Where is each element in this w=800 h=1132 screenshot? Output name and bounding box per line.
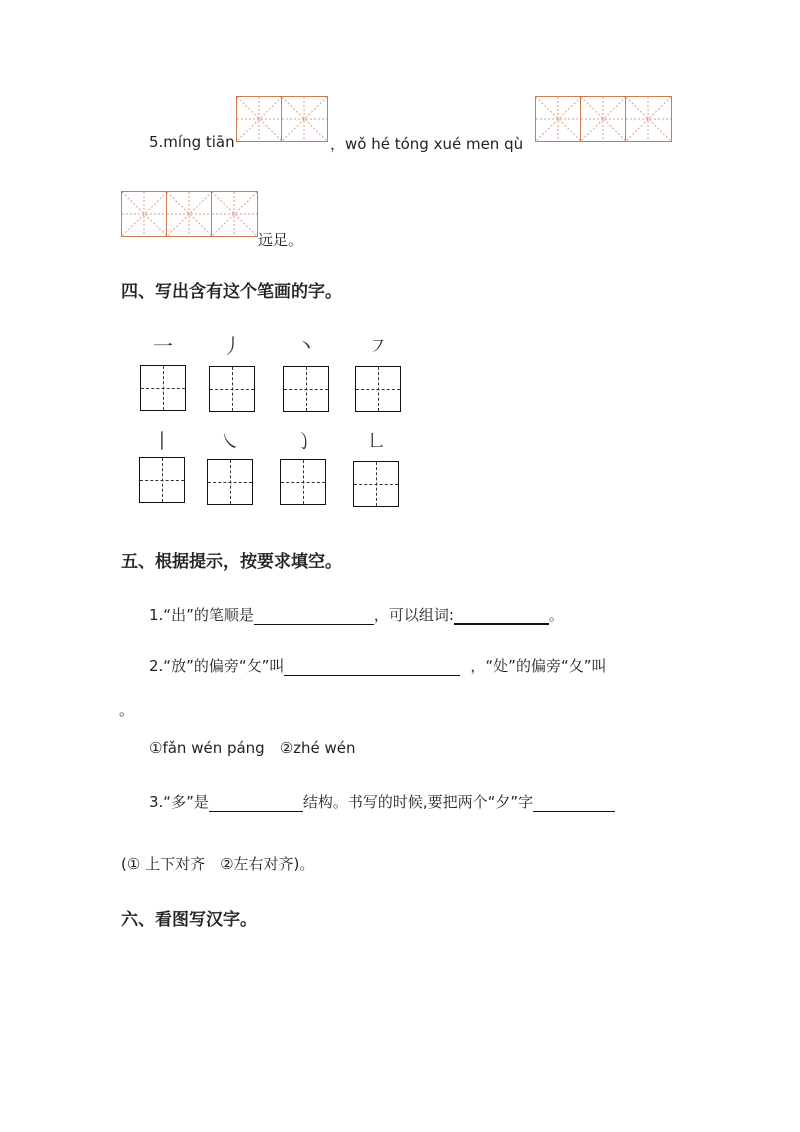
alignment-blank[interactable] xyxy=(533,797,615,812)
writing-box[interactable] xyxy=(353,461,399,507)
stroke-wangou: ㇁ xyxy=(293,429,313,453)
stroke-shuzhe: ㇗ xyxy=(366,429,386,453)
section6-heading: 六、看图写汉字。 xyxy=(121,910,257,930)
structure-blank[interactable] xyxy=(209,797,303,812)
item1-text-a: 1.“出”的笔顺是 xyxy=(149,606,254,624)
grid-cell xyxy=(167,192,212,236)
stroke-dian: 丶 xyxy=(296,334,316,358)
stroke-heng: 一 xyxy=(153,334,173,358)
stroke-shu: 丨 xyxy=(152,429,172,453)
grid-cell xyxy=(122,192,167,236)
writing-box[interactable] xyxy=(280,459,326,505)
item2-text-b: ，“处”的偏旁“夂”叫 xyxy=(470,657,607,675)
q5-suffix: 远足。 xyxy=(258,231,304,249)
grid-cell xyxy=(536,97,581,141)
pinyin-grid-2[interactable] xyxy=(535,96,672,142)
stroke-na: ㇏ xyxy=(220,429,240,453)
pinyin-grid-3[interactable] xyxy=(121,191,258,237)
grid-cell xyxy=(282,97,327,141)
word-blank[interactable] xyxy=(454,609,549,625)
writing-box[interactable] xyxy=(139,457,185,503)
grid-cell xyxy=(212,192,257,236)
writing-box[interactable] xyxy=(140,365,186,411)
item2 xyxy=(149,655,607,676)
section5-heading: 五、根据提示，按要求填空。 xyxy=(121,552,342,572)
stroke-hengzhe: ㇇ xyxy=(368,334,388,358)
item3-text-a: 3.“多”是 xyxy=(149,793,209,811)
section4-heading: 四、写出含有这个笔画的字。 xyxy=(121,282,342,302)
writing-box[interactable] xyxy=(209,366,255,412)
grid-cell xyxy=(237,97,282,141)
writing-box[interactable] xyxy=(283,366,329,412)
item1-text-c: 。 xyxy=(548,606,564,624)
item3-text-b: 结构。书写的时候,要把两个“夕”字 xyxy=(302,793,534,811)
writing-box[interactable] xyxy=(207,459,253,505)
writing-box[interactable] xyxy=(355,366,401,412)
q5-middle: ，wǒ hé tóng xué men qù xyxy=(330,135,524,153)
q5-prefix: 5.míng tiān xyxy=(149,133,235,151)
stroke-order-blank[interactable] xyxy=(254,610,374,625)
grid-cell xyxy=(626,97,671,141)
item3 xyxy=(149,791,615,812)
grid-cell xyxy=(581,97,626,141)
item2-text-c: 。 xyxy=(119,701,135,719)
stroke-pie: 丿 xyxy=(222,334,242,358)
item1-text-b: ，可以组词: xyxy=(373,606,454,624)
options2: ①fǎn wén páng ②zhé wén xyxy=(149,739,356,757)
item2-text-a: 2.“放”的偏旁“攵”叫 xyxy=(149,657,285,675)
item1 xyxy=(149,604,564,625)
radical-name-blank[interactable] xyxy=(284,661,460,676)
options3: (① 上下对齐 ②左右对齐)。 xyxy=(121,855,315,873)
pinyin-grid-1[interactable] xyxy=(236,96,328,142)
